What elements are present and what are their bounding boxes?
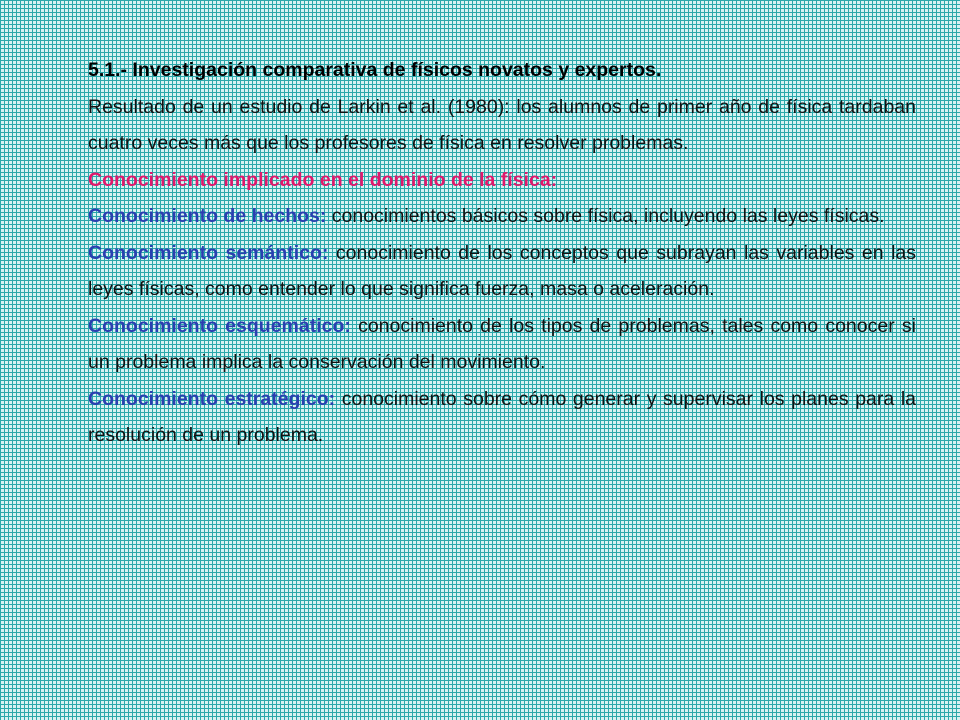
knowledge-item-facts <box>88 198 916 235</box>
knowledge-description: conocimiento de los tipos de problemas, tales como conocer si un problema implica la conservación del movimiento. <box>88 314 916 373</box>
intro-paragraph: Resultado de un estudio de Larkin et al. (1980): los alumnos de primer año de física tardaban cuatro veces más que los profesores de física en resolver problemas. <box>88 95 916 154</box>
slide-title: 5.1.- Investigación comparativa de físicos novatos y expertos. <box>88 59 662 81</box>
knowledge-term: Conocimiento estratégico: <box>88 387 336 410</box>
knowledge-description: conocimientos básicos sobre física, incluyendo las leyes físicas. <box>326 205 885 227</box>
knowledge-term: Conocimiento de hechos: <box>88 205 327 227</box>
knowledge-description: conocimiento sobre cómo generar y supervisar los planes para la resolución de un problema. <box>88 387 917 446</box>
knowledge-item-strategic <box>88 381 916 454</box>
slide-content <box>88 52 916 454</box>
knowledge-term: Conocimiento semántico: <box>88 241 329 264</box>
knowledge-item-semantic <box>88 235 916 308</box>
knowledge-item-schematic <box>88 308 916 381</box>
section-heading: Conocimiento implicado en el dominio de la física: <box>88 168 558 191</box>
knowledge-term: Conocimiento esquemático: <box>88 314 351 337</box>
knowledge-description: conocimiento de los conceptos que subrayan las variables en las leyes físicas, como entender lo que significa fuerza, masa o aceleración. <box>88 241 916 300</box>
